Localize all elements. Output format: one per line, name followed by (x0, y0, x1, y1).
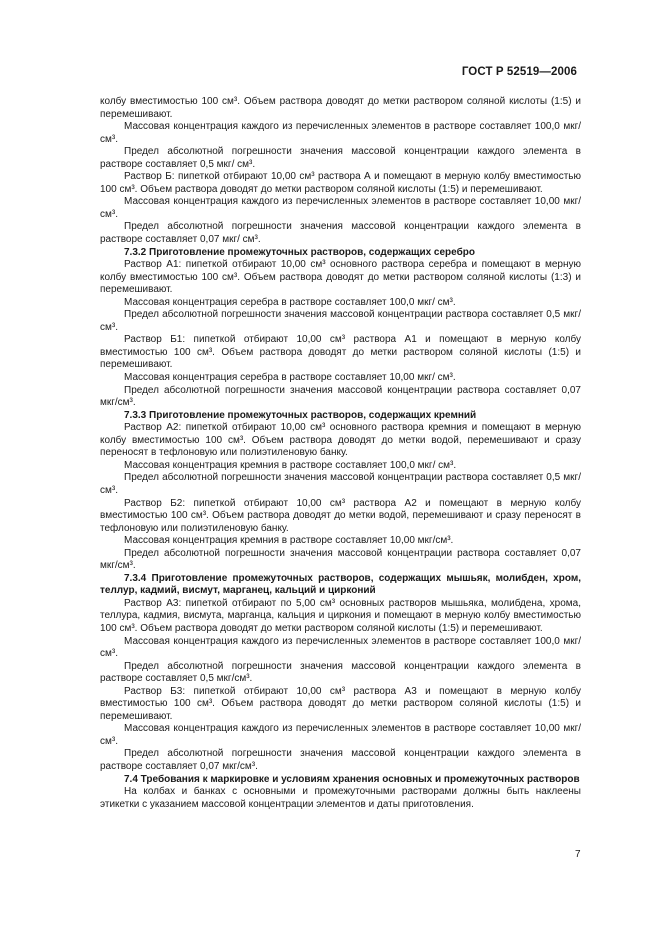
section-heading: 7.3.3 Приготовление промежуточных растворов, содержащих кремний (124, 409, 477, 421)
body-paragraph: Предел абсолютной погрешности значения массовой концентрации каждого элемента в растворе составляет 0,5 мкг/см³. (100, 660, 581, 685)
section-heading: 7.3.4 Приготовление промежуточных растворов, содержащих мышьяк, молибден, хром, теллур, кадмий, висмут, марганец, кальций и цирконий (100, 572, 581, 597)
body-paragraph: Раствор Б1: пипеткой отбирают 10,00 см³ раствора А1 и помещают в мерную колбу вместимостью 100 см³. Объем раствора доводят до метки раствором соляной кислоты (1:5) и перемешивают. (100, 334, 581, 371)
body-paragraph: Предел абсолютной погрешности значения массовой концентрации раствора составляет 0,5 мкг/см³. (100, 472, 581, 496)
body-paragraph: Массовая концентрация кремния в растворе составляет 100,0 мкг/ см³. (124, 459, 457, 471)
body-paragraph: колбу вместимостью 100 см³. Объем раствора доводят до метки раствором соляной кислоты (1:5) и перемешивают. (100, 96, 581, 120)
body-paragraph: Предел абсолютной погрешности значения массовой концентрации раствора составляет 0,5 мкг/см³. (100, 309, 581, 333)
document-standard-id: ГОСТ Р 52519—2006 (461, 66, 577, 78)
body-paragraph: Массовая концентрация каждого из перечисленных элементов в растворе составляет 100,0 мкг/см³. (100, 635, 581, 660)
body-paragraph: Массовая концентрация серебра в растворе составляет 10,00 мкг/ см³. (124, 372, 456, 384)
body-paragraph: Раствор Б3: пипеткой отбирают 10,00 см³ раствора А3 и помещают в мерную колбу вместимостью 100 см³. Объем раствора доводят до метки раствором соляной кислоты (1:5) и перемешивают. (100, 685, 581, 722)
body-paragraph: Массовая концентрация кремния в растворе составляет 10,00 мкг/см³. (124, 535, 454, 547)
body-paragraph: Предел абсолютной погрешности значения массовой концентрации каждого элемента в растворе составляет 0,07 мкг/ см³. (100, 221, 581, 246)
section-heading: 7.4 Требования к маркировке и условиям хранения основных и промежуточных растворов (124, 773, 580, 785)
body-paragraph: Предел абсолютной погрешности значения массовой концентрации каждого элемента в растворе составляет 0,5 мкг/ см³. (100, 146, 581, 170)
body-paragraph: Предел абсолютной погрешности значения массовой концентрации раствора составляет 0,07 мкг/см³. (100, 547, 581, 572)
body-paragraph: Массовая концентрация серебра в растворе составляет 100,0 мкг/ см³. (124, 296, 456, 308)
body-paragraph: Раствор Б2: пипеткой отбирают 10,00 см³ раствора А2 и помещают в мерную колбу вместимостью 100 см³. Объем раствора доводят до метки водой, перемешивают и сразу переносят в тефлоновую или полиэтиленовую банку. (100, 497, 581, 534)
body-paragraph: Предел абсолютной погрешности значения массовой концентрации каждого элемента в растворе составляет 0,07 мкг/см³. (100, 748, 581, 772)
body-paragraph: Массовая концентрация каждого из перечисленных элементов в растворе составляет 10,00 мкг/см³. (100, 196, 581, 220)
body-paragraph: Массовая концентрация каждого из перечисленных элементов в растворе составляет 100,0 мкг/см³. (100, 121, 581, 145)
page-number: 7 (575, 849, 581, 860)
body-paragraph: Раствор А2: пипеткой отбирают 10,00 см³ основного раствора кремния и помещают в мерную колбу вместимостью 100 см³. Объем раствора доводят до метки водой, перемешивают и сразу переносят в тефлоновую или полиэтиленовую банку. (100, 422, 581, 459)
body-paragraph: На колбах и банках с основными и промежуточными растворами должны быть наклеены этикетки с указанием массовой концентрации элементов и даты приготовления. (100, 786, 581, 810)
document-body (100, 96, 581, 811)
body-paragraph: Предел абсолютной погрешности значения массовой концентрации раствора составляет 0,07 мкг/см³. (100, 384, 581, 409)
body-paragraph: Массовая концентрация каждого из перечисленных элементов в растворе составляет 10,00 мкг/см³. (100, 723, 581, 747)
body-paragraph: Раствор Б: пипеткой отбирают 10,00 см³ раствора А и помещают в мерную колбу вместимостью 100 см³. Объем раствора доводят до метки раствором соляной кислоты (1:5) и перемешивают. (100, 171, 581, 195)
section-heading: 7.3.2 Приготовление промежуточных растворов, содержащих серебро (124, 246, 475, 258)
body-paragraph: Раствор А1: пипеткой отбирают 10,00 см³ основного раствора серебра и помещают в мерную колбу вместимостью 100 см³. Объем раствора доводят до метки раствором соляной кислоты (1:3) и перемешивают. (100, 259, 581, 296)
body-paragraph: Раствор А3: пипеткой отбирают по 5,00 см³ основных растворов мышьяка, молибдена, хрома, теллура, кадмия, висмута, марганца, кальция и циркония и помещают в мерную колбу вместимостью 100 см³. Объем раствора доводят до метки раствором соляной кислоты (1:5) и перемешивают. (100, 597, 581, 634)
